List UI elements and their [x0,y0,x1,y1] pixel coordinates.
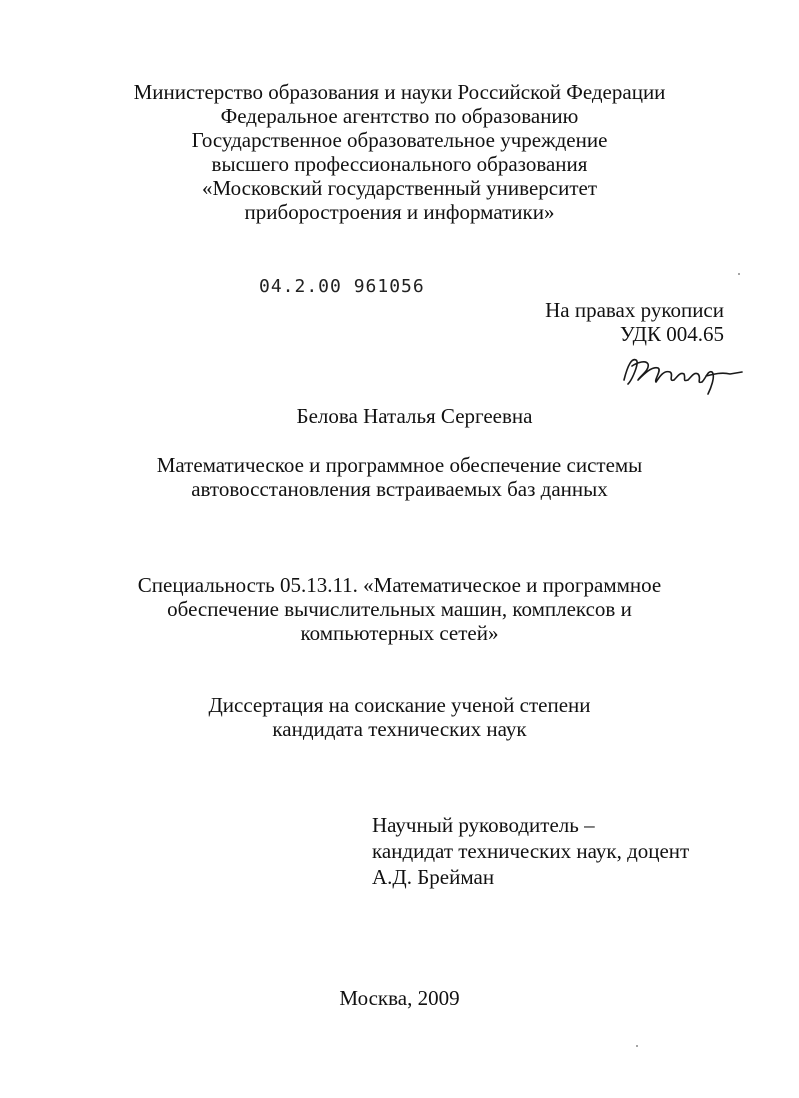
author-name: Белова Наталья Сергеевна [296,404,533,428]
specialty-line: Специальность 05.13.11. «Математическое и программное [137,573,662,597]
specialty-line: обеспечение вычислительных машин, комплексов и [167,597,632,621]
udc-code: УДК 004.65 [619,322,724,346]
header-line-ministry: Министерство образования и науки Российской Федерации [133,80,666,104]
manuscript-rights-label: На правах рукописи [545,298,724,322]
advisor-role: Научный руководитель – [372,813,595,837]
header-line-institution-type: Государственное образовательное учреждение [191,128,608,152]
scan-speck [636,1045,638,1047]
specialty-block [0,573,799,645]
registration-stamp: 04.2.00 961056 [259,276,425,297]
specialty-line: компьютерных сетей» [300,621,499,645]
header-line-agency: Федеральное агентство по образованию [220,104,579,128]
scientific-advisor-block [372,812,689,890]
title-line: автовосстановления встраиваемых баз данных [191,477,608,501]
advisor-degree: кандидат технических наук, доцент [372,839,690,863]
title-line: Математическое и программное обеспечение системы [156,453,643,477]
header-line-university-cont: приборостроения и информатики» [244,200,555,224]
scan-speck [738,273,740,275]
author-signature-icon [618,350,748,396]
city-year: Москва, 2009 [339,986,460,1010]
degree-line: кандидата технических наук [272,717,527,741]
advisor-name: А.Д. Брейман [372,865,495,889]
header-line-education-level: высшего профессионального образования [211,152,588,176]
dissertation-title [0,453,799,501]
rights-block [545,298,724,346]
header-line-university: «Московский государственный университет [201,176,598,200]
institution-header [0,80,799,224]
degree-block [0,693,799,741]
degree-line: Диссертация на соискание ученой степени [208,693,591,717]
